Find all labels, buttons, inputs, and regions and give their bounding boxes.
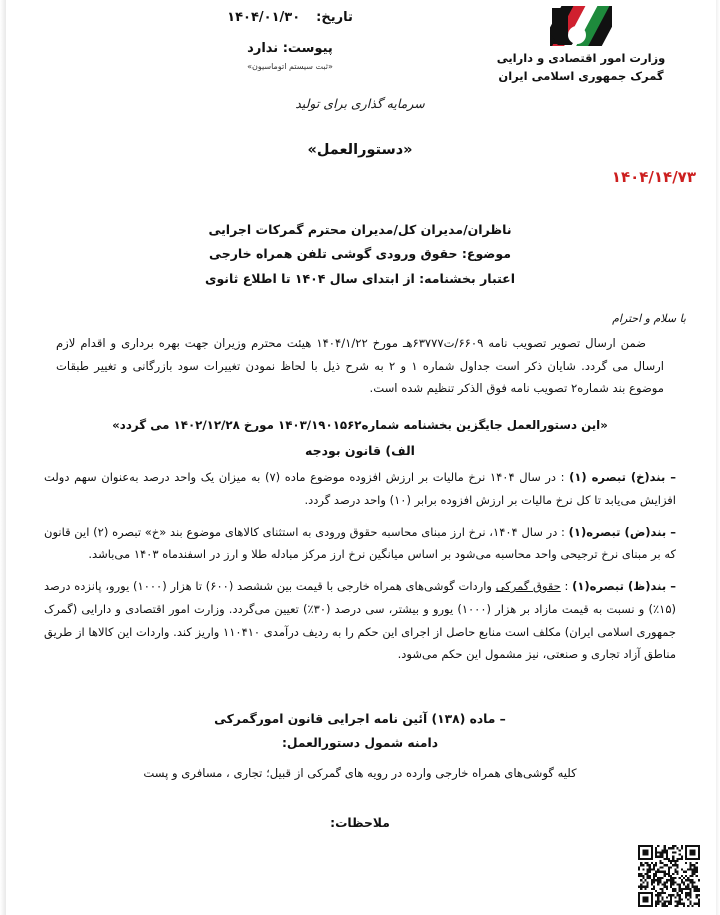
clause-underlined-term: حقوق گمرکی xyxy=(495,579,561,594)
salutation: با سلام و احترام xyxy=(612,312,686,325)
customs-name: گمرک جمهوری اسلامی ایران xyxy=(498,68,664,83)
clause-text: در سال ۱۴۰۴، نرخ ارز مبنای محاسبه حقوق ورودی به استثنای کالاهای موضوع بند «خ» تبصره (۲) این قانون که بر مبنای نرخ ترجیحی واحد محاسبه می‌شود بر اساس میانگین نرخ ارز مرکز مبادله طلا و ارز در اسفندماه ۱۴۰۳ می‌باشد. xyxy=(44,524,676,562)
document-number: ۱۴۰۴/۱۴/۷۳ xyxy=(611,168,696,186)
clause-item xyxy=(44,521,676,567)
clause-text: در سال ۱۴۰۴ نرخ مالیات بر ارزش افزوده موضوع ماده (۷) به میزان یک واحد درصد به‌عنوان سهم دولت افزایش می‌یابد تا کل نرخ مالیات بر ارزش افزوده برابر (۱۰) واحد درصد گردد. xyxy=(44,470,676,507)
date-label: تاریخ: xyxy=(316,10,353,25)
scope-title: دامنه شمول دستورالعمل: xyxy=(281,736,439,750)
clause-separator: : xyxy=(560,579,573,594)
document-slogan: سرمایه گذاری برای تولید xyxy=(295,96,425,111)
remarks-label: ملاحظات: xyxy=(330,816,390,830)
clause-separator: : xyxy=(556,470,570,484)
document-meta xyxy=(160,10,420,71)
clause-tag: – بند(ض) تبصره(۱) xyxy=(568,524,677,539)
emblem-number: ۷۸ xyxy=(572,31,581,40)
addressee-block xyxy=(30,218,690,291)
clause-list xyxy=(44,466,676,675)
clause-tag: – بند(خ) تبصره (۱) xyxy=(569,470,677,484)
automation-stamp: «ثبت سیستم اتوماسیون» xyxy=(247,62,333,71)
date-row xyxy=(160,10,420,25)
replacement-note: «این دستورالعمل جایگزین بخشنامه شماره۱۴۰۳/۱۹۰۱۵۶۲ مورخ ۱۴۰۲/۱۲/۲۸ می گردد» xyxy=(112,418,608,432)
addressee-recipients: ناظران/مدیران کل/مدیران محترم گمرکات اجرایی xyxy=(208,222,512,237)
irica-emblem-icon xyxy=(550,6,612,46)
clause-text: واردات گوشی‌های همراه خارجی با قیمت بین ششصد (۶۰۰) تا هزار (۱۰۰۰) یورو، پانزده درصد (۱۵٪) و نسبت به قیمت مازاد بر هزار (۱۰۰۰) یورو و بیشتر، سی درصد (۳۰٪) تعیین می‌گردد. وزارت امور اقتصادی و دارایی (گمرک جمهوری اسلامی ایران) مکلف است منابع حاصل از اجرای این حکم را به ردیف درآمدی ۱۱۰۴۱۰ واریز کند. واردات این کالاها از طریق مناطق آزاد تجاری و صنعتی، نیز مشمول این حکم می‌شود. xyxy=(44,579,676,662)
clause-item xyxy=(44,466,676,512)
section-a-heading: الف) قانون بودجه xyxy=(305,443,415,458)
attachment-value: ندارد xyxy=(247,41,279,56)
attachment-label: پیوست: xyxy=(282,41,333,56)
article-138-heading: – ماده (۱۳۸) آئین نامه اجرایی قانون امورگمرکی xyxy=(214,712,506,726)
scope-text: کلیه گوشی‌های همراه خارجی وارده در رویه های گمرکی از قبیل؛ تجاری ، مسافری و پست xyxy=(143,766,577,780)
clause-item xyxy=(44,575,676,666)
document-kind: «دستورالعمل» xyxy=(307,142,413,158)
organization-header xyxy=(466,6,696,86)
clause-tag: – بند(ظ) تبصره(۱) xyxy=(572,579,676,594)
ministry-name: وزارت امور اقتصادی و دارایی xyxy=(496,51,666,65)
qr-code xyxy=(638,845,700,907)
attachment-row xyxy=(160,41,420,56)
addressee-subject: موضوع: حقوق ورودی گوشی تلفن همراه خارجی xyxy=(209,246,511,262)
addressee-validity: اعتبار بخشنامه: از ابتدای سال ۱۴۰۴ تا اطلاع ثانوی xyxy=(204,270,515,286)
body-paragraph-block xyxy=(56,332,664,400)
body-paragraph: ضمن ارسال تصویر تصویب نامه ۶۶۰۹/ت۶۳۷۷۷هـ مورخ ۱۴۰۴/۱/۲۲ هیئت محترم وزیران جهت بهره برداری و اقدام لازم ارسال می گردد. شایان ذکر است جداول شماره ۱ و ۲ به شرح ذیل با لحاظ نمودن تغییرات سود بازرگانی و تغییر طبقات موضوع بند شماره۲ تصویب نامه فوق الذکر تنظیم شده است. xyxy=(56,336,664,396)
clause-separator: : xyxy=(557,524,569,539)
date-value: ۱۴۰۴/۰۱/۳۰ xyxy=(227,10,301,25)
